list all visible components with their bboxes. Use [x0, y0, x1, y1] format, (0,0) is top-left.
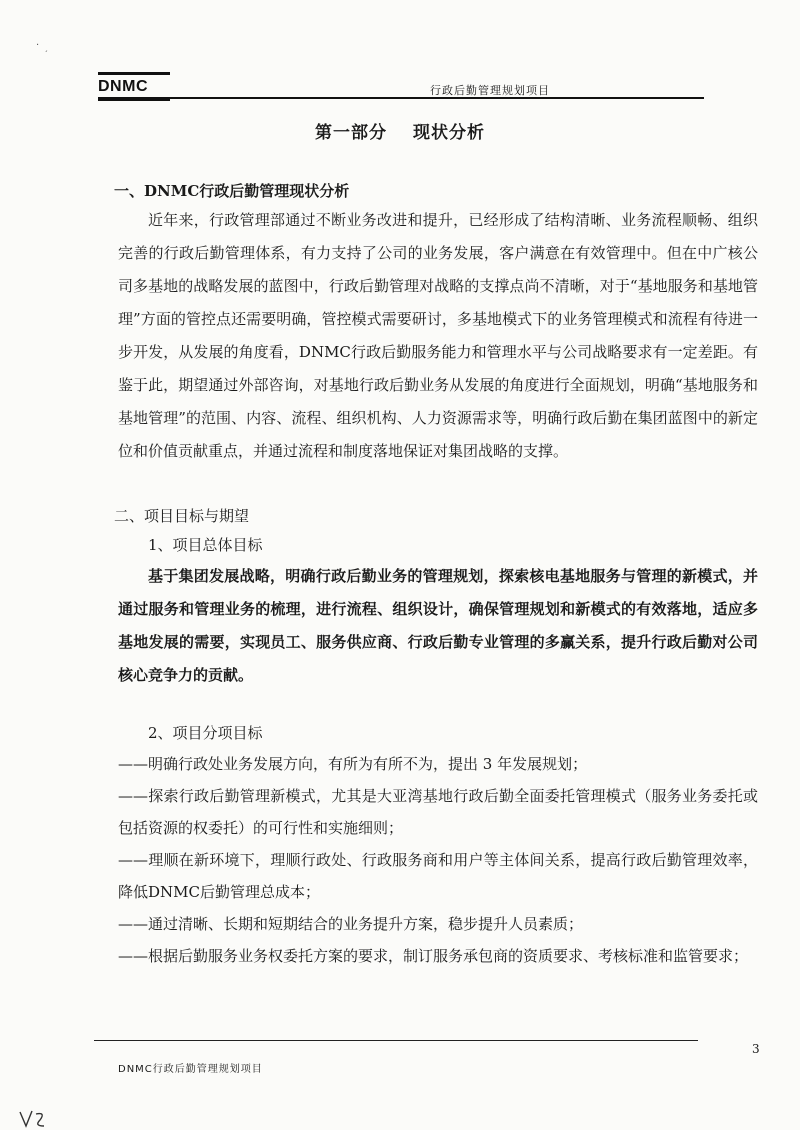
goal-item: ——探索行政后勤管理新模式，尤其是大亚湾基地行政后勤全面委托管理模式（服务业务委托或包括资源的权委托）的可行性和实施细则；: [118, 787, 758, 837]
document-body: [114, 178, 758, 972]
footer-project-title: DNMC行政后勤管理规划项目: [118, 1064, 263, 1075]
goal-item: ——根据后勤服务业务权委托方案的要求，制订服务承包商的资质要求、考核标准和监管要求；: [118, 947, 749, 965]
goal-item: ——通过清晰、长期和短期结合的业务提升方案，稳步提升人员素质；: [118, 915, 584, 933]
scan-speck: ´: [44, 50, 48, 59]
handwritten-mark-icon: [18, 1108, 50, 1130]
goal-item: ——理顺在新环境下，理顺行政处、行政服务商和用户等主体间关系，提高行政后勤管理效率，降低DNMC后勤管理总成本；: [118, 851, 758, 901]
page-title-name: 现状分析: [413, 123, 485, 143]
goal-item: ——明确行政处业务发展方向，有所为有所不为，提出 3 年发展规划；: [118, 755, 588, 773]
sub1-paragraph: 基于集团发展战略，明确行政后勤业务的管理规划，探索核电基地服务与管理的新模式，并通过服务和管理业务的梳理，进行流程、组织设计，确保管理规划和新模式的有效落地，适应多基地发展的需要，实现员工、服务供应商、行政后勤专业管理的多赢关系，提升行政后勤对公司核心竞争力的贡献。: [118, 567, 758, 684]
header-title: 行政后勤管理规划项目: [430, 84, 550, 97]
sub1-title: 1、项目总体目标: [148, 536, 263, 554]
sub2-title: 2、项目分项目标: [148, 724, 263, 742]
page-number: 3: [752, 1042, 760, 1056]
footer-rule: [94, 1040, 698, 1041]
logo-text: DNMC: [98, 78, 148, 95]
scan-speck: ·: [36, 40, 40, 51]
section1-heading: 一、DNMC行政后勤管理现状分析: [114, 182, 350, 200]
page-title: [0, 118, 800, 143]
section1-paragraph: 近年来，行政管理部通过不断业务改进和提升，已经形成了结构清晰、业务流程顺畅、组织完善的行政后勤管理体系，有力支持了公司的业务发展，客户满意在有效管理中。但在中广核公司多基地的战略发展的蓝图中，行政后勤管理对战略的支撑点尚不清晰，对于“基地服务和基地管理”方面的管控点还需要明确，管控模式需要研讨，多基地模式下的业务管理模式和流程有待进一步开发，从发展的角度看，DNMC行政后勤服务能力和管理水平与公司战略要求有一定差距。有鉴于此，期望通过外部咨询，对基地行政后勤业务从发展的角度进行全面规划，明确“基地服务和基地管理”的范围、内容、流程、组织机构、人力资源需求等，明确行政后勤在集团蓝图中的新定位和价值贡献重点，并通过流程和制度落地保证对集团战略的支撑。: [118, 211, 758, 460]
header-rule: [98, 97, 704, 99]
page-title-part: 第一部分: [315, 123, 387, 143]
logo-top-bar: [98, 72, 170, 75]
section2-heading: 二、项目目标与期望: [114, 507, 250, 525]
